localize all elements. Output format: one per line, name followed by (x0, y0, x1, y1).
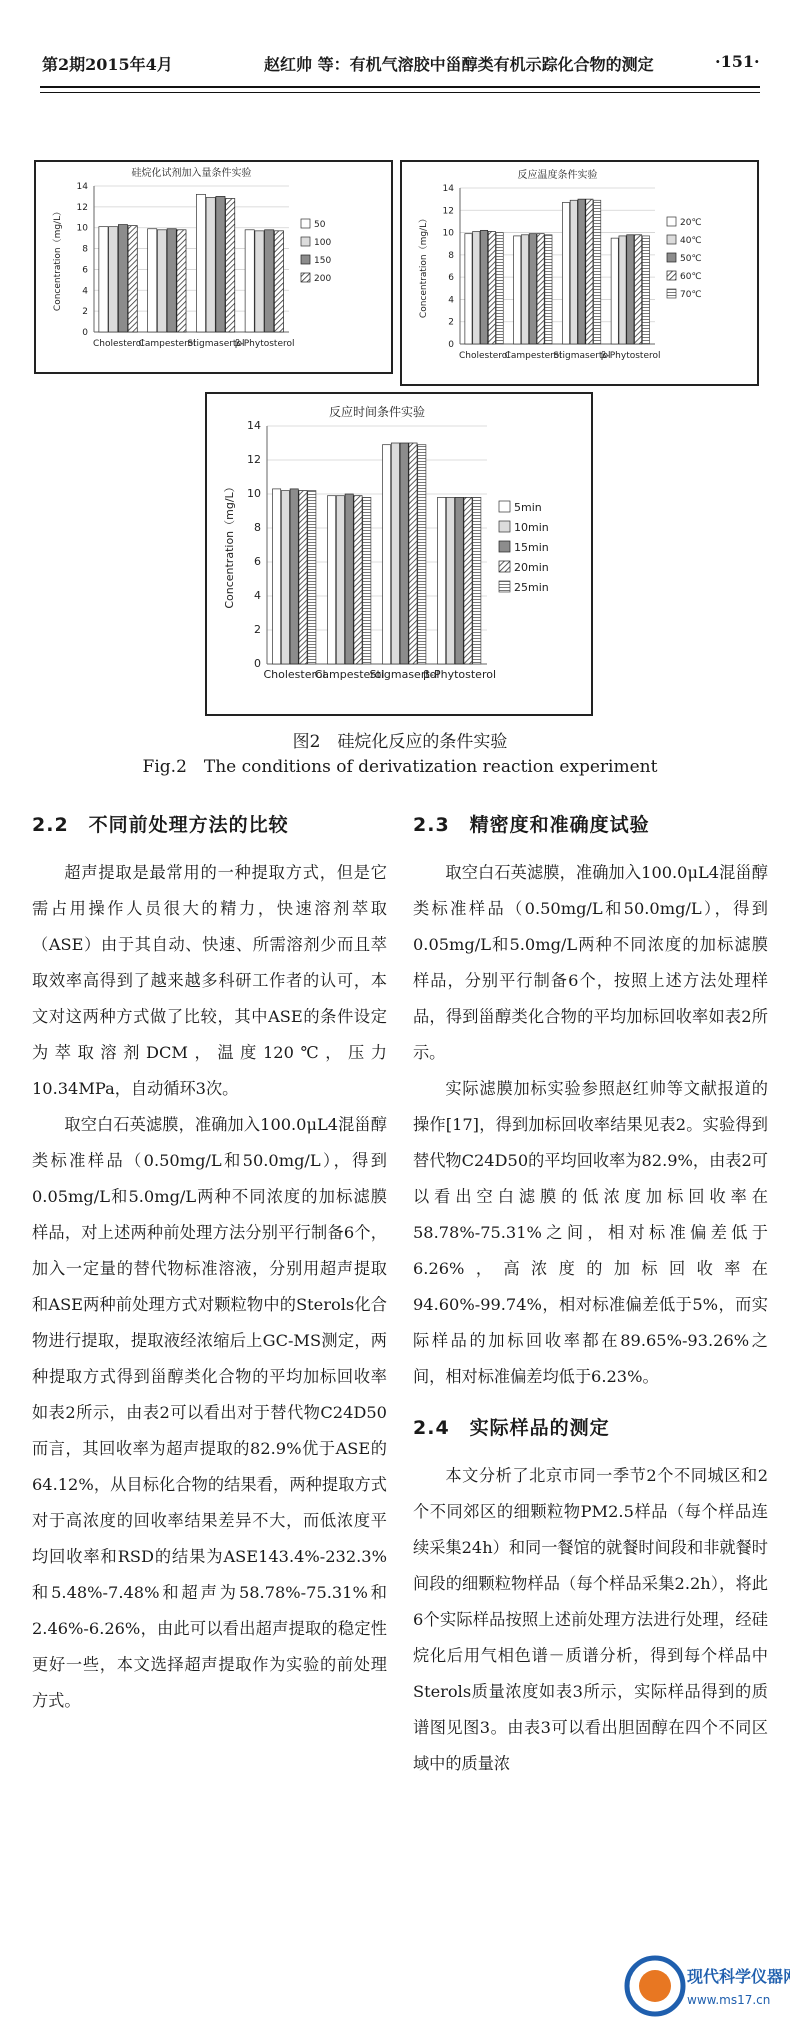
chart-1-bar (514, 236, 521, 344)
chart-1-ytick: 10 (442, 228, 454, 239)
chart-2-bar (455, 497, 463, 664)
header-rule-thick (40, 86, 760, 88)
chart-0-bar (196, 194, 205, 332)
chart-2-bar (308, 491, 316, 664)
chart-0-legend-swatch (301, 273, 310, 282)
header-rule-thin (40, 92, 760, 93)
chart-1-bar (473, 231, 480, 344)
chart-2-bar (400, 443, 408, 664)
chart-1-category-label: Campesterol (504, 351, 562, 361)
chart-1-bar (627, 235, 634, 344)
chart-1-title: 反应温度条件实验 (517, 170, 598, 181)
watermark-logo (615, 1948, 790, 2026)
chart-2-legend-label: 10min (514, 521, 549, 534)
chart-0-ytick: 2 (82, 307, 88, 318)
chart-reaction-time (205, 392, 593, 716)
chart-2-ytick: 4 (254, 589, 261, 602)
chart-2-bar (328, 496, 336, 664)
chart-0-legend-swatch (301, 219, 310, 228)
chart-0-bar (177, 230, 186, 332)
left-column (32, 810, 387, 1719)
section-2-4-heading: 2.4 实际样品的测定 (413, 1417, 610, 1439)
chart-2-ytick: 12 (247, 453, 261, 466)
chart-1-bar (642, 236, 649, 344)
chart-0-ytick: 8 (82, 244, 88, 255)
running-title: 赵红帅 等：有机气溶胶中甾醇类有机示踪化合物的测定 (264, 55, 654, 74)
chart-1-svg (402, 162, 753, 380)
chart-1-category-label: Stigmasertol (553, 351, 611, 361)
chart-0-bar (255, 231, 264, 332)
chart-1-bar (529, 234, 536, 344)
right-column (413, 810, 768, 1782)
chart-1-bar (537, 234, 544, 344)
chart-0-category-label: Stigmasertol (187, 339, 245, 349)
chart-0-bar (109, 227, 118, 332)
section-2-2-heading: 2.2 不同前处理方法的比较 (32, 814, 289, 836)
chart-2-ytick: 8 (254, 521, 261, 534)
chart-1-bar (521, 235, 528, 344)
chart-0-legend-swatch (301, 255, 310, 264)
chart-0-bar (245, 230, 254, 332)
chart-0-bar (206, 197, 215, 332)
chart-1-bar (594, 200, 601, 344)
chart-0-legend-label: 100 (314, 238, 332, 248)
logo-core-icon (639, 1970, 671, 2002)
chart-0-category-label: Cholesterol (92, 339, 144, 349)
chart-0-legend-swatch (301, 237, 310, 246)
chart-2-bar (336, 496, 344, 664)
chart-1-category-label: β-Phytosterol (600, 351, 661, 361)
chart-1-legend-label: 60℃ (680, 272, 702, 282)
chart-2-bar (345, 494, 353, 664)
chart-0-category-label: Campesterol (138, 339, 196, 349)
chart-1-legend-swatch (667, 235, 676, 244)
chart-0-bar (216, 196, 225, 332)
chart-1-legend-swatch (667, 253, 676, 262)
chart-2-legend-swatch (499, 521, 510, 532)
chart-2-ytick: 10 (247, 487, 261, 500)
chart-2-bar (409, 443, 417, 664)
chart-1-bar (562, 202, 569, 344)
chart-1-legend-label: 50℃ (680, 254, 702, 264)
chart-1-bar (465, 234, 472, 344)
chart-1-ytick: 0 (448, 340, 454, 350)
chart-0-bar (128, 226, 137, 332)
logo-name: 现代科学仪器网 (687, 1967, 790, 1986)
chart-2-bar (281, 491, 289, 664)
chart-0-ytick: 14 (76, 182, 88, 192)
chart-1-ytick: 12 (442, 206, 454, 217)
section-2-2-para-2: 取空白石英滤膜，准确加入100.0μL4混甾醇类标准样品（0.50mg/L和50.0mg/L），得到0.05mg/L和5.0mg/L两种不同浓度的加标滤膜样品，对上述两种前处理方法分别平行制备6个，加入一定量的替代物标准溶液，分别用超声提取和ASE两种前处理方式对颗粒物中的Sterols化合物进行提取，提取液经浓缩后上GC-MS测定，两种提取方式得到甾醇类化合物的平均加标回收率如表2所示，由表2可以看出对于替代物C24D50而言，其回收率为超声提取的82.9%优于ASE的64.12%，从目标化合物的结果看，两种提取方式对于高浓度的回收率结果差异不大，而低浓度平均回收率和RSD的结果为ASE143.4%-232.3%和5.48%-7.48%和超声为58.78%-75.31%和2.46%-6.26%，由此可以看出超声提取的稳定性更好一些，本文选择超声提取作为实验的前处理方式。 (32, 1115, 387, 1710)
chart-1-bar (488, 231, 495, 344)
chart-2-category-label: Campesterol (314, 668, 385, 681)
chart-2-ytick: 14 (247, 419, 261, 432)
chart-2-legend-swatch (499, 541, 510, 552)
chart-1-bar (578, 199, 585, 344)
chart-0-ylabel: Concentration（mg/L） (53, 206, 63, 312)
chart-0-bar (118, 225, 127, 332)
chart-0-legend-label: 50 (314, 220, 326, 230)
chart-0-bar (157, 230, 166, 332)
chart-0-ytick: 0 (82, 328, 88, 338)
chart-0-bar (148, 229, 157, 332)
chart-0-ytick: 4 (82, 286, 88, 297)
chart-1-bar (480, 230, 487, 344)
chart-2-legend-swatch (499, 561, 510, 572)
chart-0-svg (36, 162, 387, 368)
chart-2-title: 反应时间条件实验 (328, 405, 426, 419)
chart-2-bar (418, 445, 426, 664)
section-2-4-para-1: 本文分析了北京市同一季节2个不同城区和2个不同郊区的细颗粒物PM2.5样品（每个样品连续采集24h）和同一餐馆的就餐时间段和非就餐时间段的细颗粒物样品（每个样品采集2.2h），将此6个实际样品按照上述前处理方法进行处理，经硅烷化后用气相色谱－质谱分析，得到每个样品中Sterols质量浓度如表3所示，实际样品得到的质谱图见图3。由表3可以看出胆固醇在四个不同区域中的质量浓 (413, 1466, 768, 1773)
page-number: ·151· (715, 52, 760, 71)
chart-2-ytick: 6 (254, 555, 261, 568)
chart-2-bar (299, 491, 307, 664)
chart-2-bar (354, 496, 362, 664)
chart-1-legend-swatch (667, 289, 676, 298)
chart-2-legend-swatch (499, 501, 510, 512)
chart-0-legend-label: 200 (314, 274, 332, 284)
chart-2-bar (290, 489, 298, 664)
journal-issue: 第2期2015年4月 (42, 55, 173, 74)
section-2-3-para-2: 实际滤膜加标实验参照赵红帅等文献报道的操作[17]，得到加标回收率结果见表2。实验得到替代物C24D50的平均回收率为82.9%，由表2可以看出空白滤膜的低浓度加标回收率在58.78%-75.31%之间，相对标准偏差低于6.26%，高浓度的加标回收率在94.60%-99.74%，相对标准偏差低于5%，而实际样品的加标回收率都在89.65%-93.26%之间，相对标准偏差均低于6.23%。 (413, 1079, 768, 1386)
chart-0-ytick: 12 (76, 202, 88, 213)
chart-1-category-label: Cholesterol (458, 351, 510, 361)
chart-2-legend-swatch (499, 581, 510, 592)
chart-1-bar (545, 235, 552, 344)
chart-1-legend-label: 70℃ (680, 290, 702, 300)
chart-1-ytick: 4 (448, 295, 454, 306)
chart-2-bar (391, 443, 399, 664)
chart-2-legend-label: 5min (514, 501, 542, 514)
chart-2-ytick: 0 (254, 657, 261, 670)
chart-1-bar (570, 200, 577, 344)
chart-1-bar (586, 199, 593, 344)
logo-graphic (615, 1948, 790, 2026)
page-header (0, 0, 800, 100)
chart-0-legend-label: 150 (314, 256, 332, 266)
chart-1-legend-swatch (667, 271, 676, 280)
chart-1-bar (496, 233, 503, 344)
chart-1-legend-label: 20℃ (680, 218, 702, 228)
chart-0-bar (274, 231, 283, 332)
chart-2-ytick: 2 (254, 623, 261, 636)
chart-2-bar (383, 445, 391, 664)
chart-2-bar (273, 489, 281, 664)
chart-2-bar (446, 497, 454, 664)
chart-1-ytick: 2 (448, 317, 454, 328)
chart-2-category-label: β-Phytosterol (422, 668, 497, 681)
chart-0-bar (167, 229, 176, 332)
chart-2-svg (207, 394, 587, 710)
chart-0-category-label: β-Phytosterol (234, 339, 295, 349)
chart-0-bar (226, 199, 235, 332)
chart-1-ylabel: Concentration（mg/L） (419, 213, 429, 319)
chart-1-legend-swatch (667, 217, 676, 226)
chart-2-category-label: Cholesterol (263, 668, 326, 681)
chart-0-bar (99, 227, 108, 332)
chart-reagent-amount (34, 160, 393, 374)
chart-reaction-temperature (400, 160, 759, 386)
chart-2-legend-label: 25min (514, 581, 549, 594)
chart-2-bar (438, 497, 446, 664)
section-2-2-para-1: 超声提取是最常用的一种提取方式，但是它需占用操作人员很大的精力，快速溶剂萃取（ASE）由于其自动、快速、所需溶剂少而且萃取效率高得到了越来越多科研工作者的认可，本文对这两种方式做了比较，其中ASE的条件设定为萃取溶剂DCM，温度120℃，压力10.34MPa，自动循环3次。 (32, 863, 387, 1098)
section-2-3-heading: 2.3 精密度和准确度试验 (413, 814, 650, 836)
chart-1-bar (635, 235, 642, 344)
chart-1-ytick: 6 (448, 273, 454, 284)
chart-0-bar (265, 230, 274, 332)
chart-1-bar (611, 238, 618, 344)
chart-0-ytick: 6 (82, 265, 88, 276)
chart-2-legend-label: 15min (514, 541, 549, 554)
chart-0-ytick: 10 (76, 223, 88, 234)
figure-caption-en: Fig.2 The conditions of derivatization reaction experiment (142, 757, 658, 777)
section-2-3-para-1: 取空白石英滤膜，准确加入100.0μL4混甾醇类标准样品（0.50mg/L和50.0mg/L），得到0.05mg/L和5.0mg/L两种不同浓度的加标滤膜样品，分别平行制备6个，按照上述方法处理样品，得到甾醇类化合物的平均加标回收率如表2所示。 (413, 863, 768, 1062)
chart-2-legend-label: 20min (514, 561, 549, 574)
chart-1-ytick: 14 (442, 184, 454, 194)
chart-2-bar (363, 497, 371, 664)
chart-2-bar (473, 497, 481, 664)
chart-1-ytick: 8 (448, 250, 454, 261)
chart-1-bar (619, 236, 626, 344)
chart-1-legend-label: 40℃ (680, 236, 702, 246)
chart-2-category-label: Stigmasertol (369, 668, 440, 681)
chart-2-bar (464, 497, 472, 664)
logo-url: www.ms17.cn (687, 1993, 771, 2007)
chart-0-title: 硅烷化试剂加入量条件实验 (131, 168, 252, 179)
figure-caption-cn: 图2 硅烷化反应的条件实验 (292, 732, 508, 752)
chart-2-ylabel: Concentration（mg/L） (223, 481, 236, 609)
